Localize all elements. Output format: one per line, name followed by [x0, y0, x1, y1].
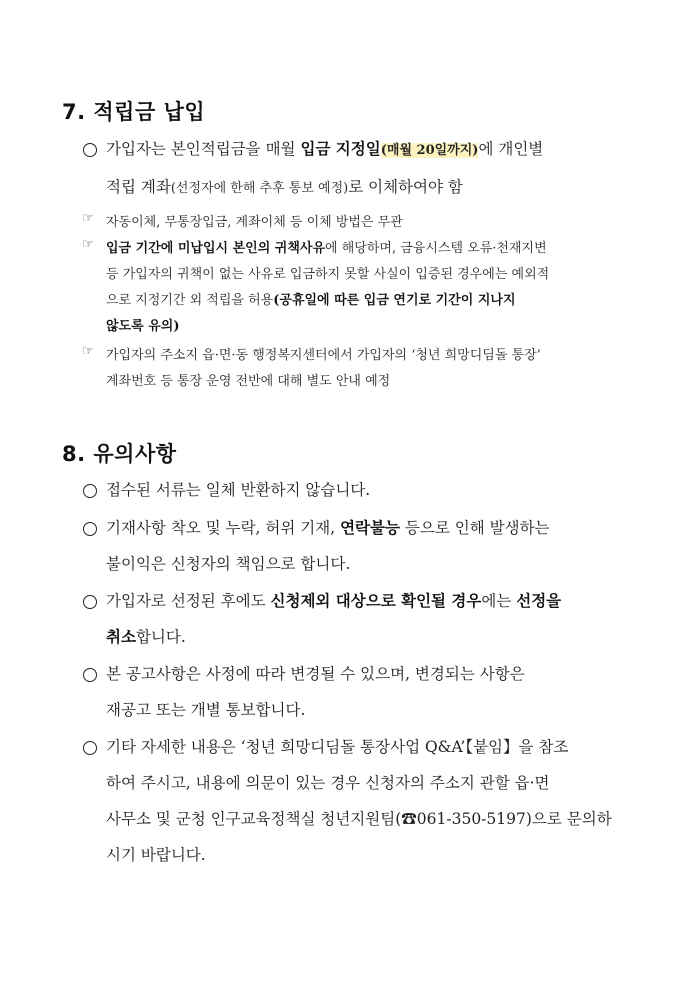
s7-note2-line1 [106, 237, 547, 256]
s8-item5-line3: 사무소 및 군청 인구교육정책실 청년지원팀(☎061-350-5197)으로 문의하 [106, 810, 612, 828]
bullet-circle-icon [83, 522, 97, 536]
s8-item4-line1: 본 공고사항은 사정에 따라 변경될 수 있으며, 변경되는 사항은 [106, 665, 525, 683]
text: 합니다. [135, 628, 186, 646]
s7-note2-line2: 등 가입자의 귀책이 없는 사유로 입금하지 못할 사실이 입증된 경우에는 예외적 [106, 267, 550, 282]
s7-bullet1-line2 [106, 175, 463, 197]
s7-note3-line2: 계좌번호 등 통장 운영 전반에 대해 별도 안내 예정 [106, 374, 391, 389]
pointing-hand-icon: ☞ [82, 344, 94, 359]
text: 등으로 인해 발생하는 [399, 519, 550, 537]
bullet-circle-icon [83, 484, 97, 498]
s8-item2-line2: 불이익은 신청자의 책임으로 합니다. [106, 555, 351, 573]
text: 적립 계좌 [106, 178, 171, 196]
bold-text: 선정을 [516, 591, 562, 610]
s8-item5-line1: 기타 자세한 내용은 ‘청년 희망디딤돌 통장사업 Q&A’【붙임】을 참조 [106, 738, 569, 756]
bullet-circle-icon [83, 668, 97, 682]
s8-item3-line1 [106, 589, 561, 611]
highlighted-deadline: (매월 20일까지) [380, 143, 479, 158]
s7-note2-line3 [106, 289, 516, 308]
text: 기재사항 착오 및 누락, 허위 기재, [106, 519, 341, 537]
s8-item1-line1: 접수된 서류는 일체 반환하지 않습니다. [106, 481, 371, 499]
text: (선정자에 한해 추후 통보 예정) [170, 181, 349, 196]
section-7-title: 7. 적립금 납입 [62, 100, 206, 124]
s8-item5-line4: 시기 바랍니다. [106, 846, 206, 864]
pointing-hand-icon: ☞ [82, 211, 94, 226]
text: 가입자는 본인적립금을 매월 [106, 140, 301, 158]
s8-item5-line2: 하여 주시고, 내용에 의문이 있는 경우 신청자의 주소지 관할 읍·면 [106, 774, 550, 792]
s7-note2-line4: 않도록 유의) [106, 319, 180, 334]
text: 로 이체하여야 함 [348, 178, 463, 196]
bold-text: 취소 [106, 627, 136, 646]
bold-text: 신청제외 대상으로 확인될 경우 [270, 591, 482, 610]
text: 가입자로 선정된 후에도 [106, 592, 271, 610]
text: 에 개인별 [478, 140, 544, 158]
s8-item3-line2 [106, 625, 186, 647]
bold-text: 입금 기간에 미납입시 본인의 귀책사유 [106, 241, 326, 256]
s8-item4-line2: 재공고 또는 개별 통보합니다. [106, 701, 306, 719]
s7-note1: 자동이체, 무통장입금, 계좌이체 등 이체 방법은 무관 [106, 215, 403, 230]
text: 으로 지정기간 외 적립을 허용 [106, 293, 274, 308]
s7-note3-line1: 가입자의 주소지 읍·면·동 행정복지센터에서 가입자의 ‘청년 희망디딤돌 통장’ [106, 348, 541, 363]
s7-bullet1-line1 [106, 137, 646, 159]
bullet-circle-icon [83, 595, 97, 609]
pointing-hand-icon: ☞ [82, 237, 94, 252]
text: 에는 [481, 592, 517, 610]
bold-text: 연락불능 [340, 518, 400, 537]
bold-text: 입금 지정일 [300, 139, 381, 158]
bullet-circle-icon [83, 143, 97, 157]
s8-item2-line1 [106, 516, 550, 538]
text: 에 해당하며, 금융시스템 오류·천재지변 [325, 241, 547, 256]
section-8-title: 8. 유의사항 [62, 442, 177, 466]
bold-text: (공휴일에 따른 입금 연기로 기간이 지나지 [273, 293, 516, 308]
bullet-circle-icon [83, 741, 97, 755]
